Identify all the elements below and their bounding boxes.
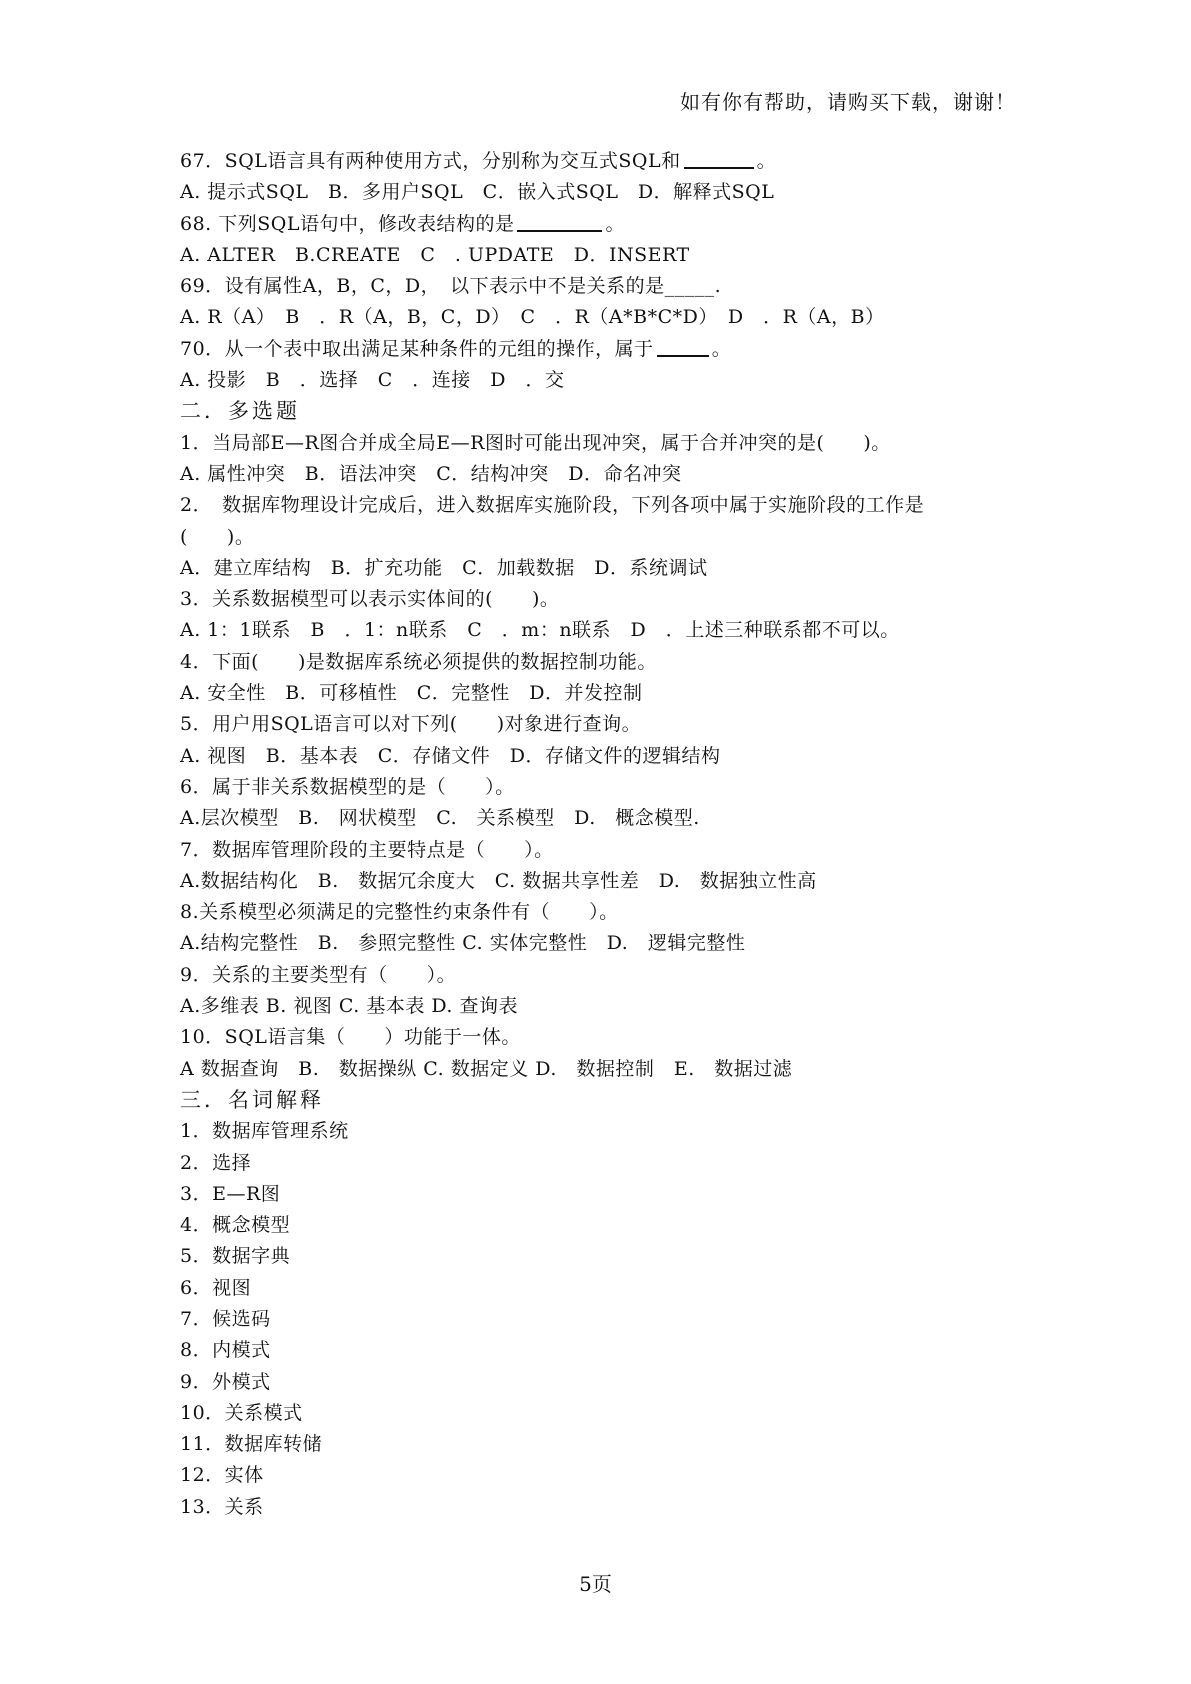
mc-options-2: A．建立库结构 B．扩充功能 C．加载数据 D．系统调试 <box>180 556 708 579</box>
mc-question-5: 5．用户用SQL语言可以对下列( )对象进行查询。 <box>180 713 642 736</box>
options-67: A. 提示式SQL B．多用户SQL C．嵌入式SQL D．解释式SQL <box>180 181 775 204</box>
term-2: 2．选择 <box>180 1151 252 1174</box>
term-1: 1．数据库管理系统 <box>180 1120 349 1143</box>
term-8: 8．内模式 <box>180 1339 271 1362</box>
question-end: 。 <box>756 150 777 172</box>
term-3: 3．E—R图 <box>180 1182 281 1205</box>
mc-question-3: 3．关系数据模型可以表示实体间的( )。 <box>180 588 560 611</box>
mc-question-8: 8.关系模型必须满足的完整性约束条件有（ ）。 <box>180 901 619 924</box>
term-5: 5．数据字典 <box>180 1245 291 1268</box>
question-69: 69．设有属性A，B，C，D， 以下表示中不是关系的是_____. <box>180 275 722 298</box>
document-body <box>180 146 1030 1523</box>
options-70: A. 投影 B ．选择 C ．连接 D ．交 <box>180 369 565 392</box>
mc-question-4: 4．下面( )是数据库系统必须提供的数据控制功能。 <box>180 650 657 673</box>
answer-blank <box>657 335 709 357</box>
term-9: 9．外模式 <box>180 1370 271 1393</box>
question-67 <box>180 146 1030 177</box>
mc-options-6: A.层次模型 B. 网状模型 C. 关系模型 D. 概念模型. <box>180 807 700 830</box>
answer-blank <box>684 147 754 169</box>
mc-question-2: 2． 数据库物理设计完成后，进入数据库实施阶段，下列各项中属于实施阶段的工作是 <box>180 494 925 517</box>
mc-options-5: A. 视图 B．基本表 C．存储文件 D．存储文件的逻辑结构 <box>180 744 721 767</box>
mc-question-7: 7．数据库管理阶段的主要特点是（ ）。 <box>180 838 554 861</box>
term-6: 6．视图 <box>180 1276 252 1299</box>
options-68: A. ALTER B.CREATE C . UPDATE D．INSERT <box>180 243 690 266</box>
question-70 <box>180 334 1030 365</box>
question-end: 。 <box>605 212 625 235</box>
question-text: 68. 下列SQL语句中，修改表结构的是 <box>180 212 515 235</box>
mc-options-10: A 数据查询 B. 数据操纵 C. 数据定义 D. 数据控制 E. 数据过滤 <box>180 1057 793 1080</box>
mc-question-10: 10．SQL语言集（ ）功能于一体。 <box>180 1026 521 1049</box>
section-heading-multiple-choice: 二．多选题 <box>180 399 300 424</box>
term-11: 11．数据库转储 <box>180 1433 323 1456</box>
mc-question-6: 6．属于非关系数据模型的是（ ）。 <box>180 775 515 798</box>
header-note: 如有你有帮助，请购买下载，谢谢！ <box>680 90 1016 114</box>
term-12: 12．实体 <box>180 1464 264 1487</box>
answer-blank <box>517 210 602 232</box>
question-end: 。 <box>711 337 732 360</box>
mc-question-2-cont: ( )。 <box>180 525 255 548</box>
options-69: A. R（A） B ．R（A，B，C，D） C ．R（A*B*C*D） D ．R（A，B） <box>180 306 885 329</box>
mc-options-7: A.数据结构化 B. 数据冗余度大 C. 数据共享性差 D. 数据独立性高 <box>180 869 817 892</box>
question-text: 70．从一个表中取出满足某种条件的元组的操作，属于 <box>180 337 654 360</box>
question-68 <box>180 209 1030 240</box>
mc-options-8: A.结构完整性 B. 参照完整性 C. 实体完整性 D. 逻辑完整性 <box>180 932 746 955</box>
mc-options-3: A. 1：1联系 B ．1：n联系 C ．m：n联系 D ．上述三种联系都不可以。 <box>180 619 900 642</box>
mc-question-9: 9．关系的主要类型有（ ）。 <box>180 963 457 986</box>
section-heading-term-definitions: 三．名词解释 <box>180 1087 324 1112</box>
question-text: 67．SQL语言具有两种使用方式，分别称为交互式SQL和 <box>180 150 681 172</box>
term-13: 13．关系 <box>180 1495 264 1518</box>
mc-question-1: 1．当局部E—R图合并成全局E—R图时可能出现冲突，属于合并冲突的是( )。 <box>180 431 891 454</box>
mc-options-1: A. 属性冲突 B．语法冲突 C．结构冲突 D．命名冲突 <box>180 462 682 485</box>
mc-options-9: A.多维表 B. 视图 C. 基本表 D. 查询表 <box>180 995 518 1018</box>
term-10: 10．关系模式 <box>180 1401 303 1424</box>
term-4: 4．概念模型 <box>180 1214 291 1237</box>
term-7: 7．候选码 <box>180 1307 271 1330</box>
page-number: 5页 <box>579 1572 612 1596</box>
mc-options-4: A. 安全性 B．可移植性 C．完整性 D．并发控制 <box>180 682 643 705</box>
